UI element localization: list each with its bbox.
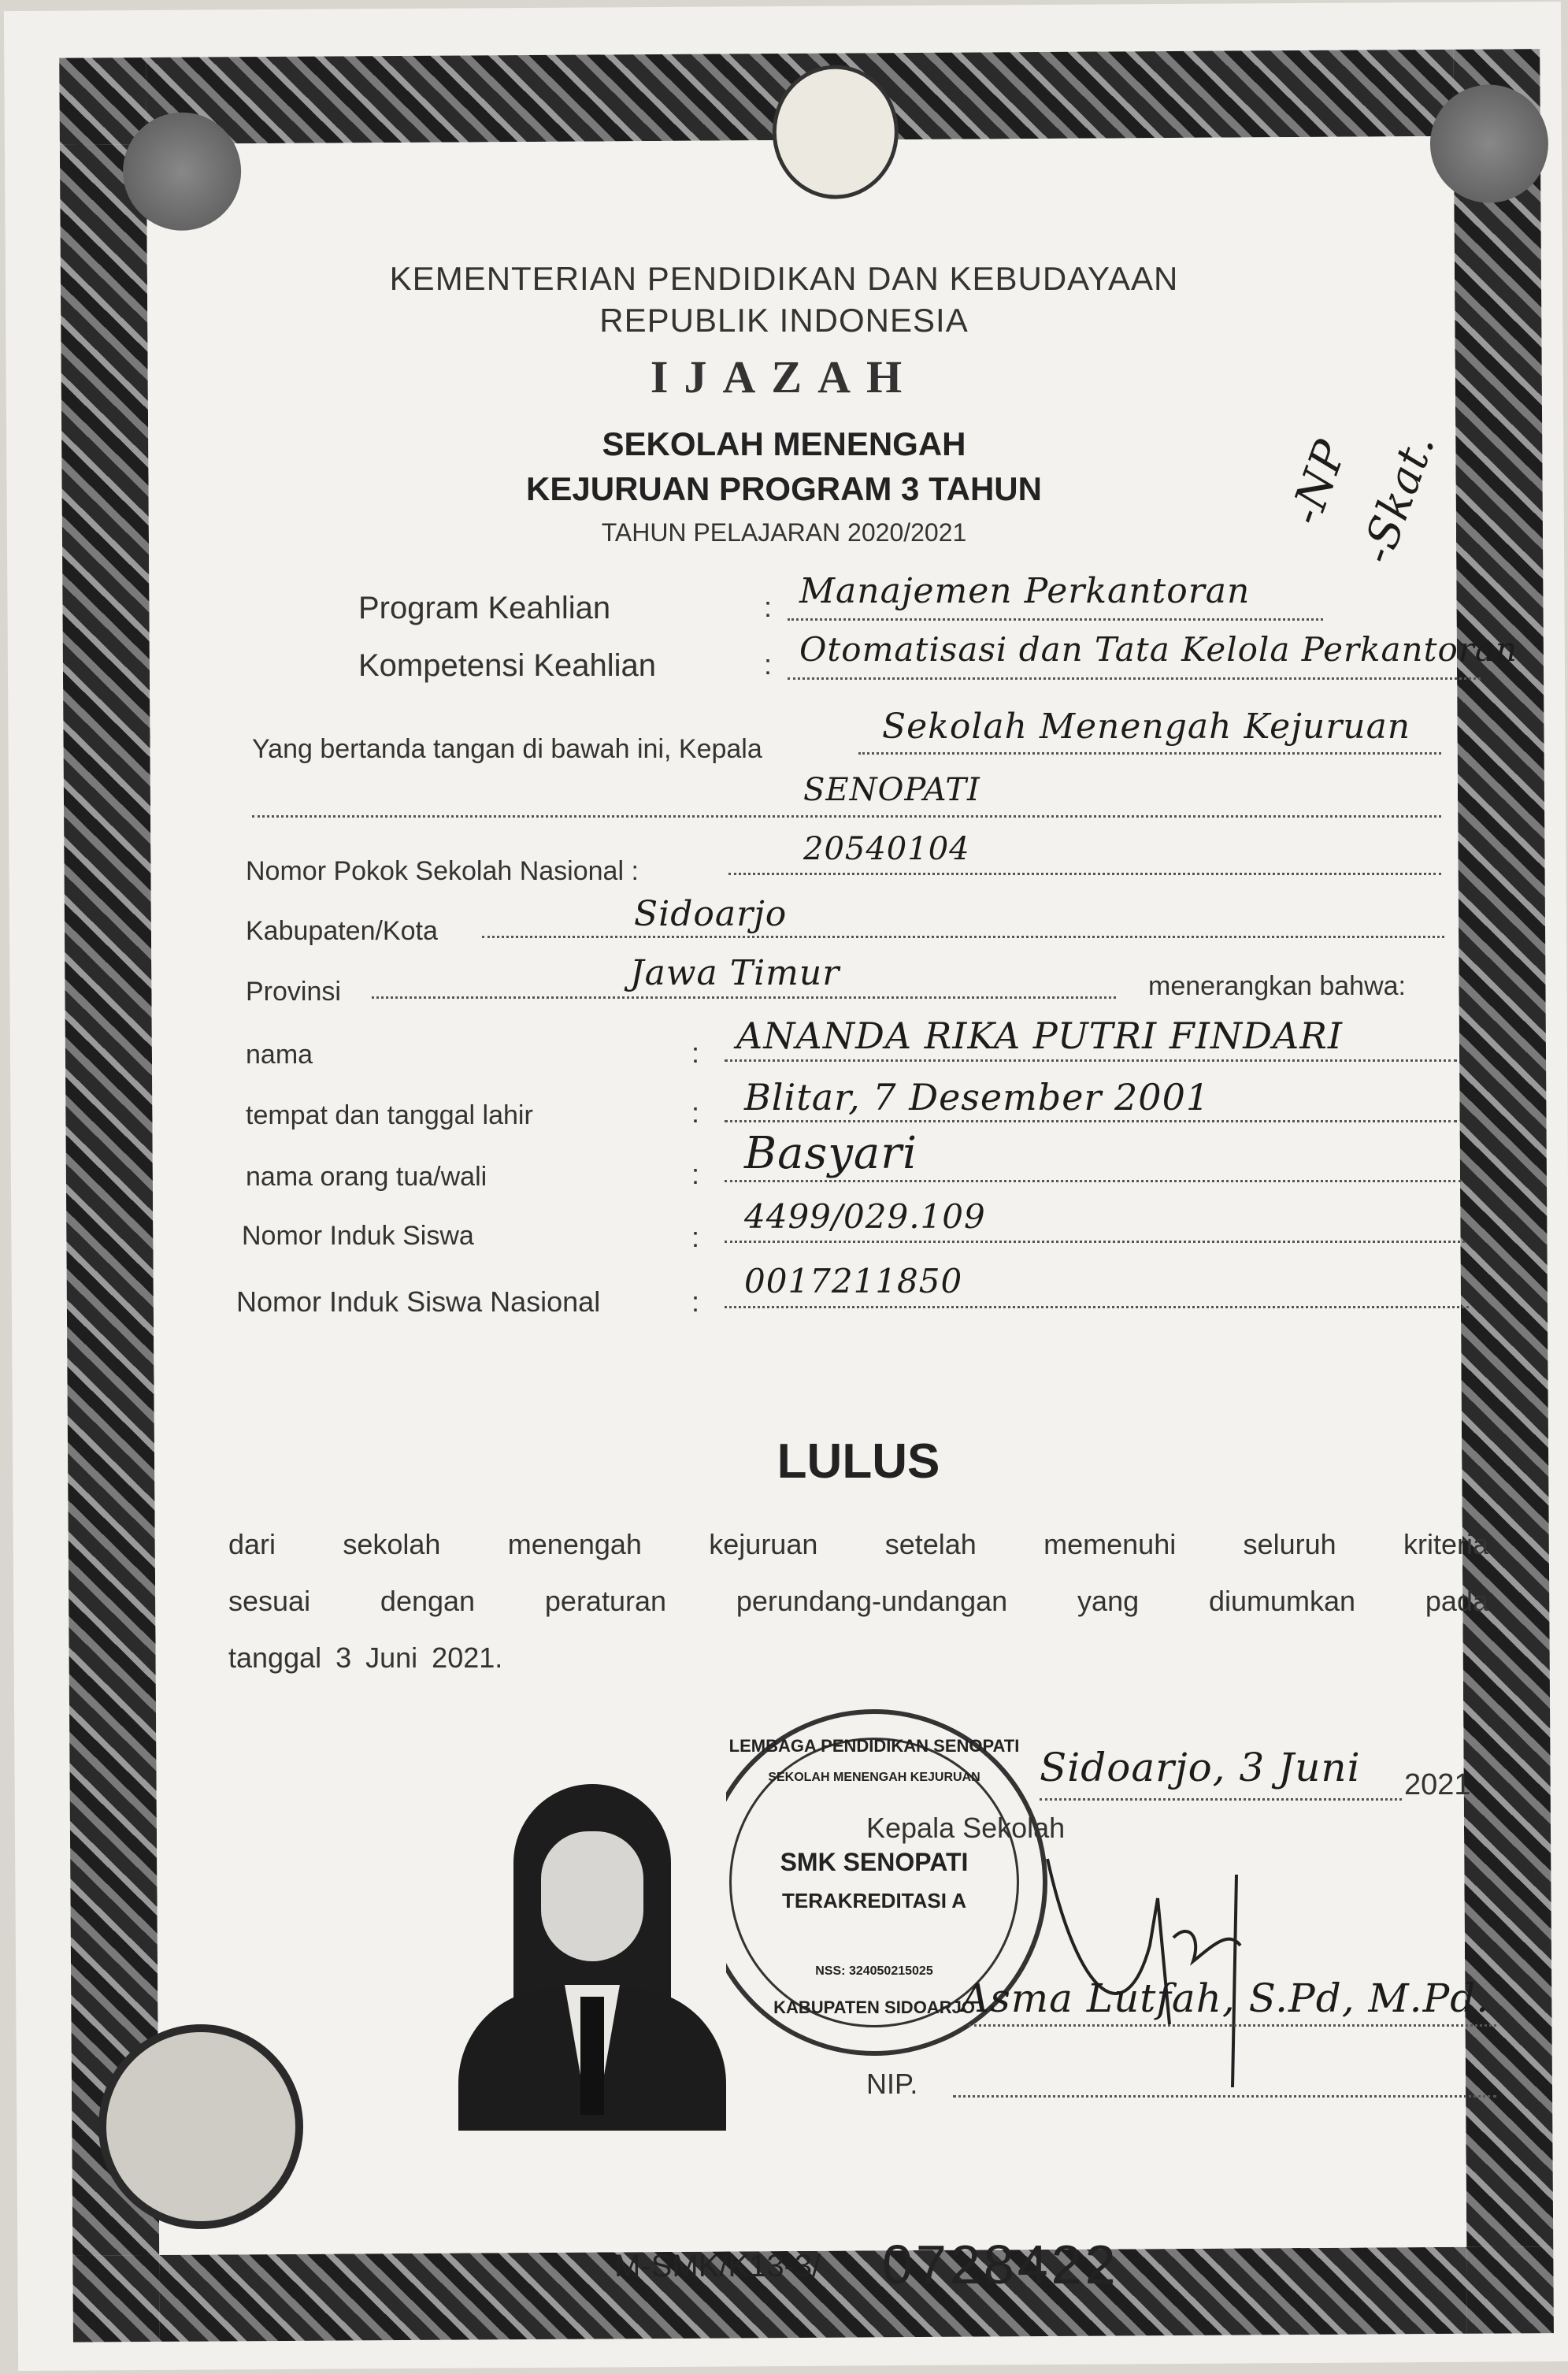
corner-ornament-left [123,112,242,231]
place-date: Sidoarjo, 3 Juni [1040,1745,1361,1790]
stamp-accreditation: TERAKREDITASI A [782,1889,966,1912]
name-line [725,1059,1457,1062]
program-value: Manajemen Perkantoran [799,571,1251,611]
parent-label: nama orang tua/wali [246,1162,487,1192]
nisn-colon: : [691,1285,700,1318]
npsn-value: 20540104 [803,831,970,867]
program-label: Program Keahlian [358,591,611,625]
stamp-school: SMK SENOPATI [780,1848,969,1876]
result-line-1: dari sekolah menengah kejuruan setelah memenuhi seluruh kriteria [228,1528,1488,1560]
republic-title: REPUBLIK INDONESIA [599,302,969,339]
certificate-series: M-SMK/K13-3/ [614,2249,821,2283]
graduation-status: LULUS [777,1434,940,1489]
result-line-3: tanggal 3 Juni 2021. [228,1641,503,1674]
document-title: IJAZAH [650,351,918,402]
signature-scribble [1032,1827,1292,2119]
birth-line [725,1120,1457,1122]
parent-value: Basyari [744,1128,917,1179]
stamp-bottom-text: KABUPATEN SIDOARJO [773,1997,975,2017]
signature-year: 2021 [1404,1768,1471,1801]
nis-colon: : [691,1221,700,1253]
competency-colon: : [764,648,773,681]
nisn-line [725,1306,1469,1308]
declares-text: menerangkan bahwa: [1148,971,1407,1001]
photo-face [541,1831,643,1961]
margin-note-1: -NP [1280,433,1358,532]
signer-title: Kepala Sekolah [866,1812,1066,1844]
birth-value: Blitar, 7 Desember 2001 [744,1076,1210,1118]
nip-line [953,2095,1496,2098]
birth-label: tempat dan tanggal lahir [246,1100,533,1130]
name-colon: : [691,1037,700,1069]
certificate-number: 0728422 [882,2234,1119,2295]
program-colon: : [764,591,773,623]
school-name-2: SENOPATI [803,772,980,808]
stamp-top-text: LEMBAGA PENDIDIKAN SENOPATI [728,1736,1020,1756]
parent-line [725,1180,1461,1182]
signer-name: Asma Lutfah, S.Pd, M.Pd. [961,1975,1490,2021]
province-value: Jawa Timur [630,953,840,993]
city-label: Kabupaten/Kota [246,916,438,946]
nisn-value: 0017211850 [744,1262,963,1300]
photo-tie [580,1997,604,2115]
province-label: Provinsi [246,977,341,1007]
signer-intro: Yang bertanda tangan di bawah ini, Kepala [252,734,762,764]
parent-colon: : [691,1158,700,1190]
corner-ornament-right [1429,84,1548,203]
nip-label: NIP. [866,2068,918,2100]
school-name-1: Sekolah Menengah Kejuruan [882,707,1411,747]
school-type-line2: KEJURUAN PROGRAM 3 TAHUN [526,470,1042,507]
competency-label: Kompetensi Keahlian [358,648,657,683]
competency-value: Otomatisasi dan Tata Kelola Perkantoran [799,630,1518,669]
signer-name-line [969,2024,1496,2027]
program-line [788,618,1323,621]
student-photo [458,1784,726,2131]
province-line [372,996,1116,999]
garuda-emblem-icon [772,65,899,199]
birth-colon: : [691,1096,700,1129]
nis-label: Nomor Induk Siswa [242,1221,474,1251]
nis-value: 4499/029.109 [744,1197,986,1236]
nisn-label: Nomor Induk Siswa Nasional [236,1285,601,1318]
academic-year: TAHUN PELAJARAN 2020/2021 [601,518,967,547]
city-line [482,936,1444,938]
name-label: nama [246,1040,313,1070]
npsn-line [728,873,1441,875]
stamp-inner-text: SEKOLAH MENENGAH KEJURUAN [768,1771,980,1784]
margin-note-2: -Skat. [1351,426,1446,570]
competency-line [788,677,1481,680]
place-date-line [1040,1798,1402,1801]
city-value: Sidoarjo [634,894,788,934]
school-name-line-2 [252,815,1441,818]
stamp-nss: NSS: 324050215025 [815,1964,933,1978]
school-name-line-1 [858,752,1441,755]
name-value: ANANDA RIKA PUTRI FINDARI [736,1015,1344,1057]
nis-line [725,1241,1465,1243]
tut-wuri-handayani-emblem-icon [98,2024,303,2229]
result-line-2: sesuai dengan peraturan perundang-undangan yang diumumkan pada [228,1585,1488,1617]
school-type-line1: SEKOLAH MENENGAH [602,425,966,462]
ministry-title: KEMENTERIAN PENDIDIKAN DAN KEBUDAYAAN [389,260,1179,297]
npsn-label: Nomor Pokok Sekolah Nasional : [246,856,639,886]
